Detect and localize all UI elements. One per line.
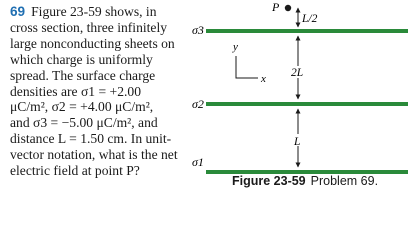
y-axis-label: y xyxy=(233,41,238,53)
sheet-2 xyxy=(206,102,408,106)
sheet-3 xyxy=(206,29,408,33)
figure-diagram xyxy=(186,0,416,194)
problem-line-7: μC/m², σ2 = +4.00 μC/m², xyxy=(10,99,154,115)
problem-line-4: which charge is uniformly xyxy=(10,51,153,67)
problem-line-8: and σ3 = −5.00 μC/m², and xyxy=(10,115,158,131)
dim-2l-label: 2L xyxy=(291,67,304,79)
figure-caption-text: Problem 69. xyxy=(310,174,379,188)
dim-l-label: L xyxy=(294,136,301,148)
problem-text xyxy=(10,4,195,179)
problem-line-9: distance L = 1.50 cm. In unit- xyxy=(10,131,172,147)
sheet-1-label: σ1 xyxy=(192,155,204,169)
problem-line-11: electric field at point P? xyxy=(10,163,140,179)
dim-l-half-label: L/2 xyxy=(302,13,318,25)
x-axis-label: x xyxy=(261,73,266,85)
figure-caption-label: Figure 23-59 xyxy=(232,174,306,188)
figure-23-59 xyxy=(186,0,416,194)
figure-caption xyxy=(232,174,378,188)
problem-line-10: vector notation, what is the net xyxy=(10,147,178,163)
sheet-2-label: σ2 xyxy=(192,97,204,111)
problem-line-6: densities are σ1 = +2.00 xyxy=(10,83,142,99)
axes xyxy=(236,56,258,78)
problem-line-5: spread. The surface charge xyxy=(10,67,156,83)
problem-line-3: large nonconducting sheets on xyxy=(10,35,175,51)
point-p-dot xyxy=(285,5,291,11)
problem-line-1: 69 Figure 23-59 shows, in xyxy=(10,4,157,19)
problem-number: 69 xyxy=(10,4,26,19)
sheet-3-label: σ3 xyxy=(192,23,204,37)
point-p-label: P xyxy=(272,0,280,14)
problem-line-2: cross section, three infinitely xyxy=(10,19,168,35)
